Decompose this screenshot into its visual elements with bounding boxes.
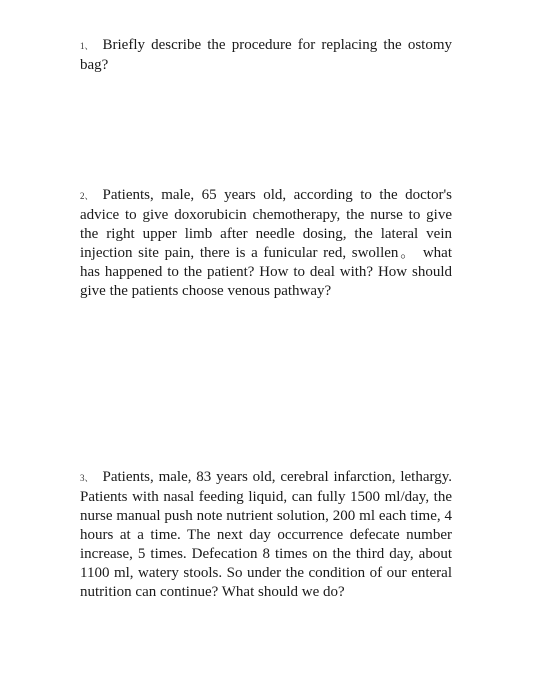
question-2-number: 2、 bbox=[80, 191, 94, 201]
question-1 bbox=[80, 36, 452, 75]
question-3-text: Patients, male, 83 years old, cerebral infarction, lethargy. Patients with nasal feeding liquid, can fully 1500 ml/day, the nurse manual push note nutrient solution, 200 ml each time, 4 hours at a time. The next day occurrence defecate number increase, 5 times. Defecation 8 times on the third day, about 1100 ml, watery stools. So under the condition of our enteral nutrition can continue? What should we do? bbox=[80, 469, 452, 600]
question-1-number: 1、 bbox=[80, 41, 94, 51]
question-2 bbox=[80, 186, 452, 301]
question-2-text: Patients, male, 65 years old, according to the doctor's advice to give doxorubicin chemotherapy, the nurse to give the right upper limb after needle dosing, the lateral vein injection site pain, there is a funicular red, swollen。 what has happened to the patient? How to deal with? How should give the patients choose venous pathway? bbox=[80, 187, 452, 299]
question-3 bbox=[80, 468, 452, 602]
question-1-text: Briefly describe the procedure for replacing the ostomy bag? bbox=[80, 37, 452, 73]
question-3-number: 3、 bbox=[80, 473, 94, 483]
